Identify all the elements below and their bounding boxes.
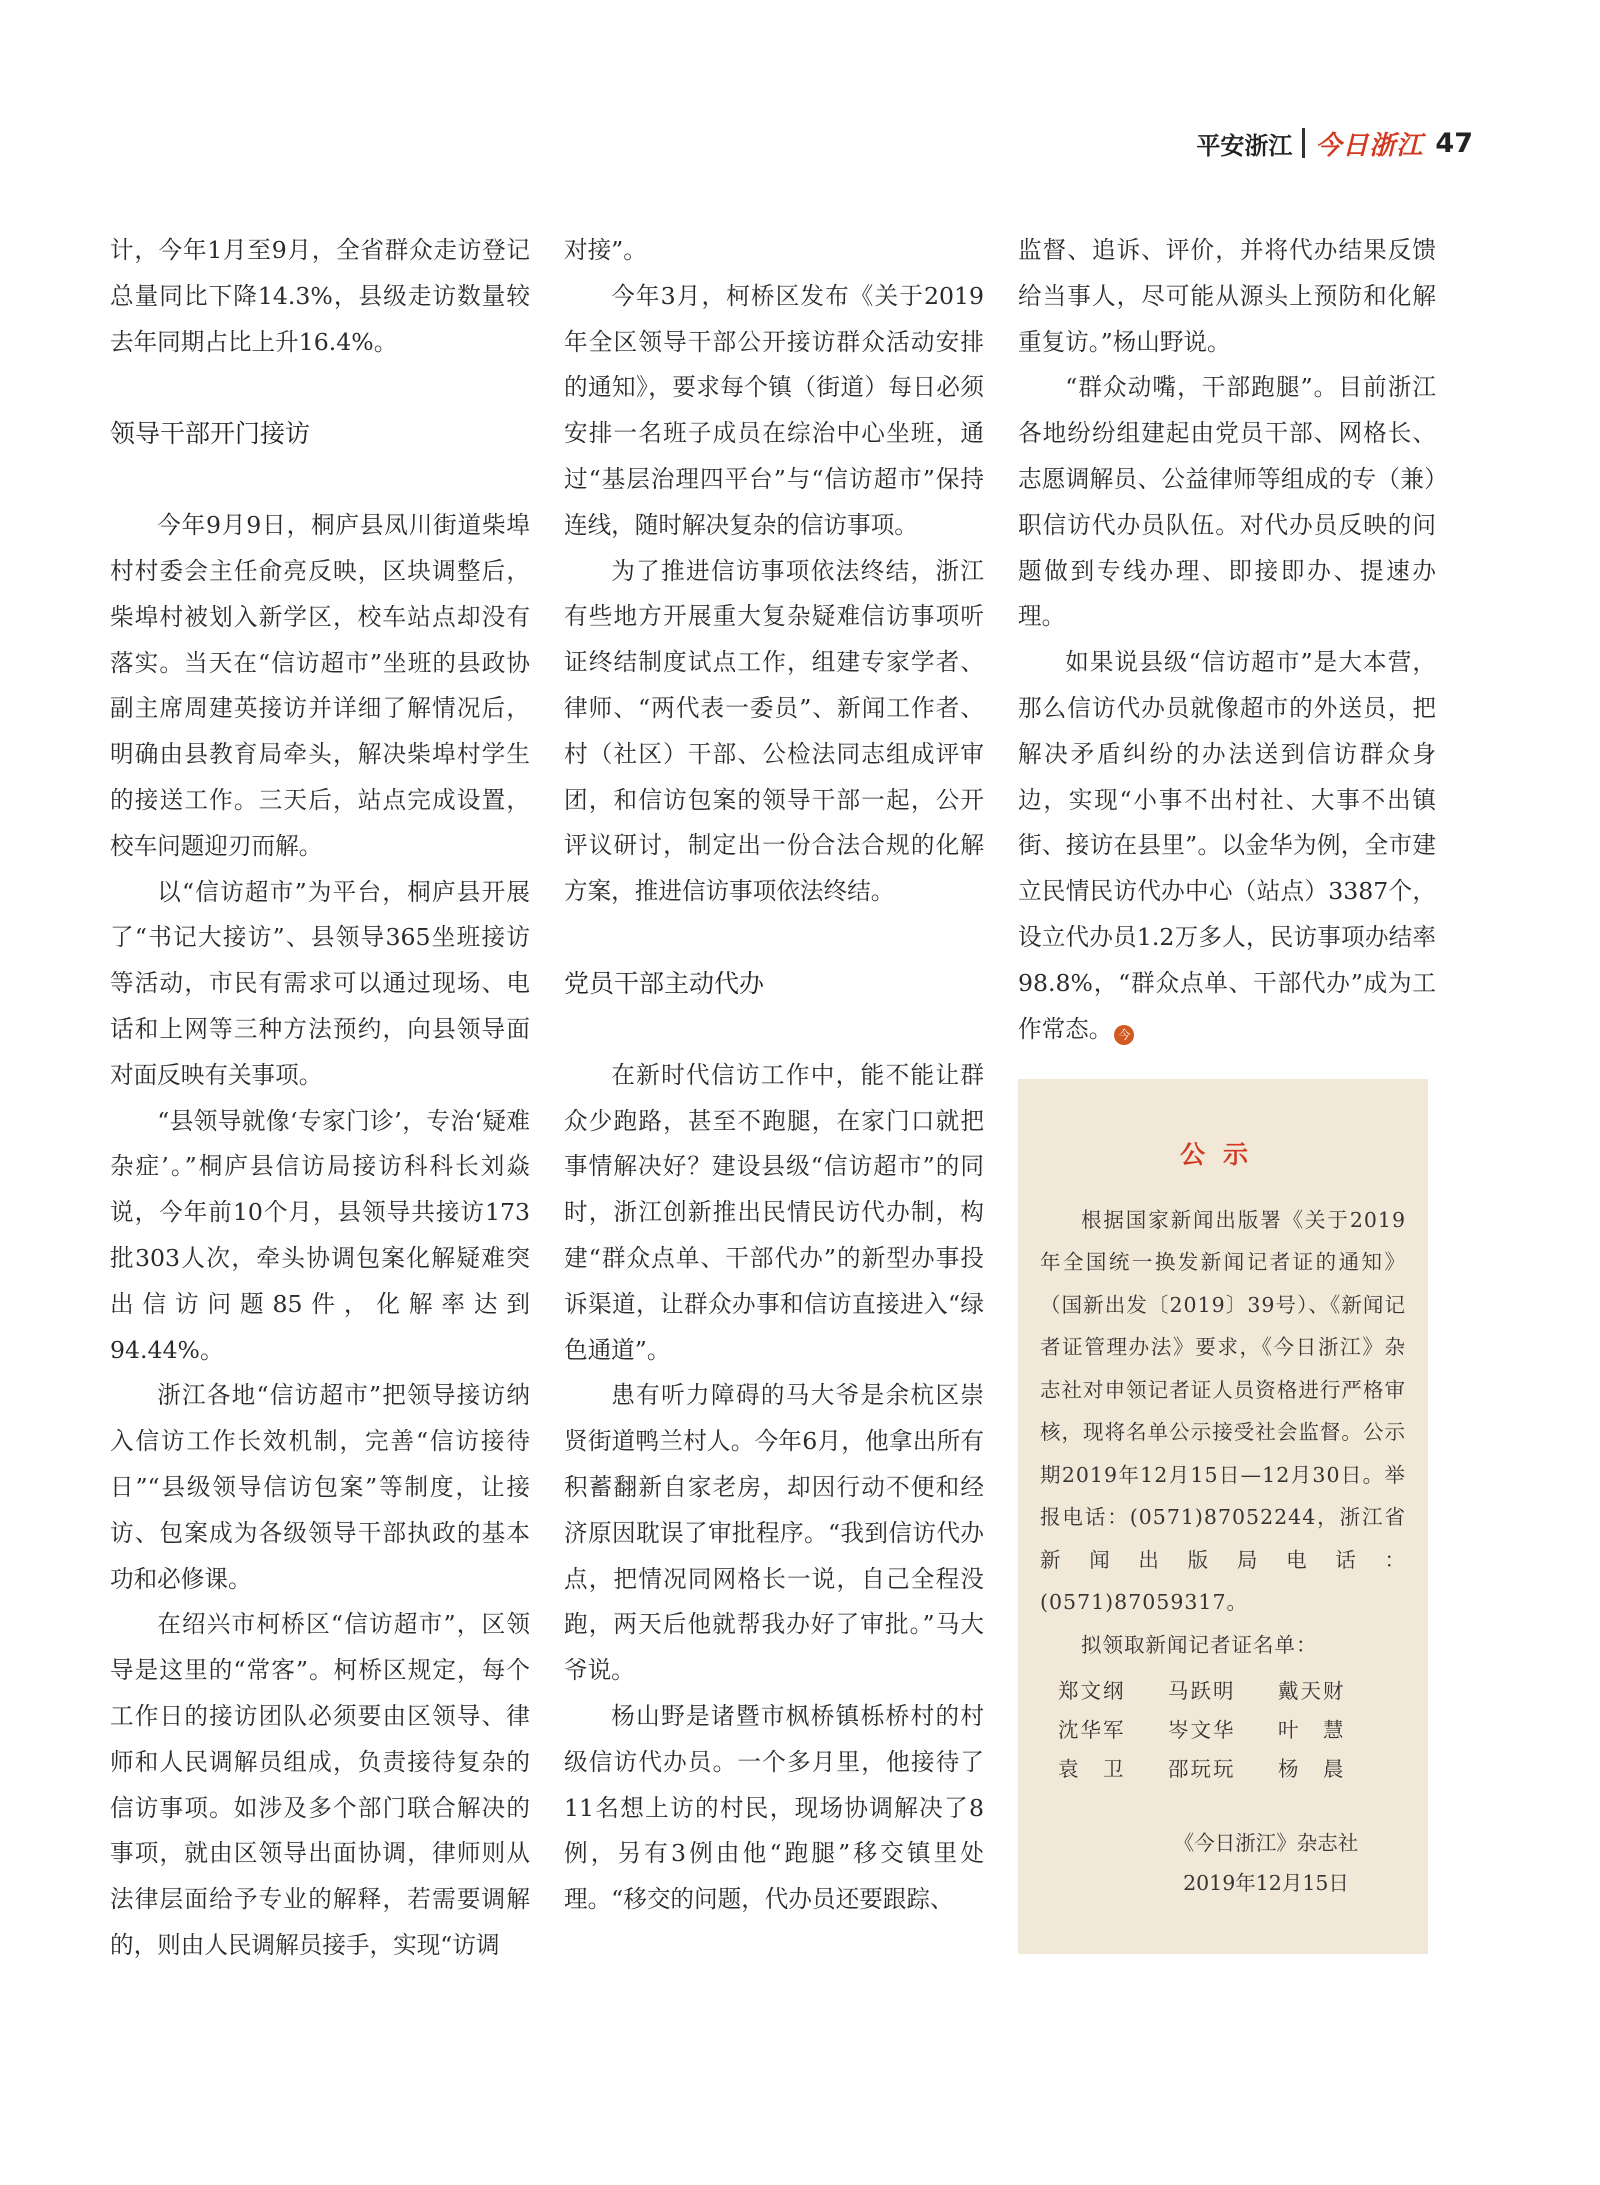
section-title: 平安浙江 bbox=[1196, 131, 1293, 160]
article-column-1 bbox=[110, 228, 530, 1969]
section-heading: 党员干部主动代办 bbox=[564, 968, 765, 998]
name-item: 邵玩玩 bbox=[1168, 1757, 1236, 1781]
notice-list-title: 拟领取新闻记者证名单： bbox=[1081, 1632, 1318, 1657]
paragraph: 今年9月9日，桐庐县凤川街道柴埠村村委会主任俞亮反映，区块调整后，柴埠村被划入新学区，校车站点却没有落实。当天在“信访超市”坐班的县政协副主席周建英接访并详细了解情况后，明确由县教育局牵头，解决柴埠村学生的接送工作。三天后，站点完成设置，校车问题迎刃而解。 bbox=[110, 511, 530, 860]
name-item: 袁 卫 bbox=[1058, 1757, 1126, 1781]
name-item: 马跃明 bbox=[1168, 1679, 1236, 1703]
notice-body: 根据国家新闻出版署《关于2019年全国统一换发新闻记者证的通知》（国新出发〔2019〕39号）、《新闻记者证管理办法》要求，《今日浙江》杂志社对申领记者证人员资格进行严格审核，现将名单公示接受社会监督。公示期2019年12月15日—12月30日。举报电话：(0571)87052244，浙江省新闻出版局电话：(0571)87059317。 bbox=[1040, 1207, 1406, 1614]
name-item: 叶 慧 bbox=[1278, 1718, 1346, 1742]
page-header bbox=[1196, 125, 1473, 161]
paragraph: 计，今年1月至9月，全省群众走访登记总量同比下降14.3%，县级走访数量较去年同期占比上升16.4%。 bbox=[110, 236, 530, 356]
paragraph: 为了推进信访事项依法终结，浙江有些地方开展重大复杂疑难信访事项听证终结制度试点工作，组建专家学者、律师、“两代表一委员”、新闻工作者、村（社区）干部、公检法同志组成评审团，和信访包案的领导干部一起，公开评议研讨，制定出一份合法合规的化解方案，推进信访事项依法终结。 bbox=[564, 556, 984, 906]
paragraph: 今年3月，柯桥区发布《关于2019年全区领导干部公开接访群众活动安排的通知》，要求每个镇（街道）每日必须安排一名班子成员在综治中心坐班，通过“基层治理四平台”与“信访超市”保持连线，随时解决复杂的信访事项。 bbox=[564, 281, 984, 539]
magazine-logo: 今日浙江 bbox=[1315, 130, 1424, 161]
paragraph: 监督、追诉、评价，并将代办结果反馈给当事人，尽可能从源头上预防和化解重复访。”杨山野说。 bbox=[1018, 236, 1436, 356]
name-item: 岑文华 bbox=[1168, 1718, 1236, 1742]
notice-signature: 《今日浙江》杂志社 bbox=[1173, 1831, 1359, 1855]
name-item: 郑文纲 bbox=[1058, 1679, 1126, 1703]
name-item: 杨 晨 bbox=[1278, 1757, 1346, 1781]
article-column-2 bbox=[564, 228, 984, 1923]
paragraph: 在新时代信访工作中，能不能让群众少跑路，甚至不跑腿，在家门口就把事情解决好？建设县级“信访超市”的同时，浙江创新推出民情民访代办制，构建“群众点单、干部代办”的新型办事投诉渠道，让群众办事和信访直接进入“绿色通道”。 bbox=[564, 1060, 984, 1364]
page-number: 47 bbox=[1435, 127, 1473, 159]
name-item: 戴天财 bbox=[1278, 1679, 1346, 1703]
public-notice-box bbox=[1018, 1079, 1428, 1954]
section-heading: 领导干部开门接访 bbox=[110, 419, 311, 449]
paragraph bbox=[1018, 640, 1436, 1052]
paragraph: “群众动嘴，干部跑腿”。目前浙江各地纷纷组建起由党员干部、网格长、志愿调解员、公益律师等组成的专（兼）职信访代办员队伍。对代办员反映的问题做到专线办理、即接即办、提速办理。 bbox=[1018, 373, 1436, 631]
name-list bbox=[1040, 1672, 1406, 1789]
paragraph-text: 如果说县级“信访超市”是大本营，那么信访代办员就像超市的外送员，把解决矛盾纠纷的办法送到信访群众身边，实现“小事不出村社、大事不出镇街、接访在县里”。以金华为例，全市建立民情民访代办中心（站点）3387个，设立代办员1.2万多人，民访事项办结率98.8%，“群众点单、干部代办”成为工作常态。 bbox=[1018, 648, 1436, 1043]
notice-date: 2019年12月15日 bbox=[1183, 1871, 1349, 1895]
name-item: 沈华军 bbox=[1058, 1718, 1126, 1742]
article-end-icon: 今 bbox=[1114, 1025, 1134, 1045]
article-column-3 bbox=[1018, 228, 1436, 1052]
paragraph: 对接”。 bbox=[564, 236, 647, 264]
notice-signature-block bbox=[1040, 1823, 1406, 1903]
header-divider bbox=[1302, 128, 1305, 158]
paragraph: 杨山野是诸暨市枫桥镇栎桥村的村级信访代办员。一个多月里，他接待了11名想上访的村民，现场协调解决了8例，另有3例由他“跑腿”移交镇里处理。“移交的问题，代办员还要跟踪、 bbox=[564, 1701, 984, 1914]
paragraph: 患有听力障碍的马大爷是余杭区崇贤街道鸭兰村人。今年6月，他拿出所有积蓄翻新自家老房，却因行动不便和经济原因耽误了审批程序。“我到信访代办点，把情况同网格长一说，自己全程没跑，两天后他就帮我办好了审批。”马大爷说。 bbox=[564, 1381, 984, 1685]
notice-title: 公示 bbox=[1179, 1140, 1266, 1169]
paragraph: 以“信访超市”为平台，桐庐县开展了“书记大接访”、县领导365坐班接访等活动，市民有需求可以通过现场、电话和上网等三种方法预约，向县领导面对面反映有关事项。 bbox=[110, 877, 530, 1089]
paragraph: “县领导就像‘专家门诊’，专治‘疑难杂症’。”桐庐县信访局接访科科长刘焱说，今年前10个月，县领导共接访173批303人次，牵头协调包案化解疑难突出信访问题85件，化解率达到94.44%。 bbox=[110, 1106, 530, 1364]
paragraph: 浙江各地“信访超市”把领导接访纳入信访工作长效机制，完善“信访接待日”“县级领导信访包案”等制度，让接访、包案成为各级领导干部执政的基本功和必修课。 bbox=[110, 1381, 530, 1593]
paragraph: 在绍兴市柯桥区“信访超市”，区领导是这里的“常客”。柯桥区规定，每个工作日的接访团队必须要由区领导、律师和人民调解员组成，负责接待复杂的信访事项。如涉及多个部门联合解决的事项，就由区领导出面协调，律师则从法律层面给予专业的解释，若需要调解的，则由人民调解员接手，实现“访调 bbox=[110, 1610, 530, 1959]
